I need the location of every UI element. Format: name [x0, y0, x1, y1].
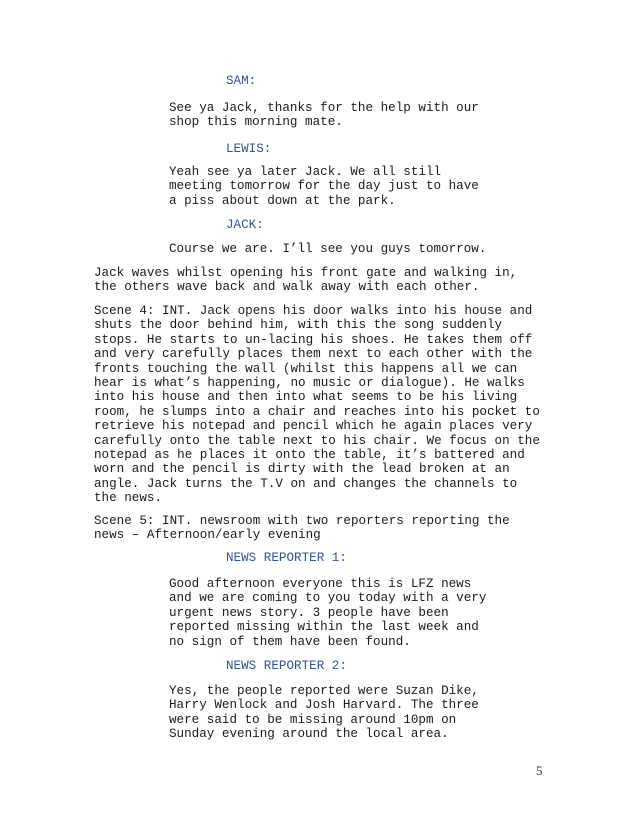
dialogue-jack: Course we are. I’ll see you guys tomorrow. — [169, 242, 487, 256]
dialogue-sam: See ya Jack, thanks for the help with our shop this morning mate. — [169, 101, 479, 130]
character-cue-jack: JACK: — [226, 218, 264, 232]
character-cue-news-reporter-1: NEWS REPORTER 1: — [226, 551, 347, 565]
dialogue-lewis: Yeah see ya later Jack. We all still meeting tomorrow for the day just to have a piss about down at the park. — [169, 165, 479, 208]
dialogue-news-reporter-2: Yes, the people reported were Suzan Dike, Harry Wenlock and Josh Harvard. The three were said to be missing around 10pm on Sunday evening around the local area. — [169, 684, 479, 742]
action-scene-4: Scene 4: INT. Jack opens his door walks into his house and shuts the door behind him, with this the song suddenly stops. He starts to un-lacing his shoes. He takes them off and very carefully places them next to each other with the fronts touching the wall (whilst this happens all we can hear is what’s happening, no music or dialogue). He walks into his house and then into what seems to be his living room, he slumps into a chair and reaches into his pocket to retrieve his notepad and pencil which he again places very carefully onto the table next to his chair. We focus on the notepad as he places it onto the table, it’s battered and worn and the pencil is dirty with the lead broken at an angle. Jack turns the T.V on and changes the channels to the news. — [94, 304, 540, 506]
action-scene-5: Scene 5: INT. newsroom with two reporters reporting the news – Afternoon/early evening — [94, 514, 510, 543]
character-cue-lewis: LEWIS: — [226, 142, 272, 156]
action-jack-waves: Jack waves whilst opening his front gate and walking in, the others wave back and walk away with each other. — [94, 266, 518, 295]
dialogue-news-reporter-1: Good afternoon everyone this is LFZ news and we are coming to you today with a very urgent news story. 3 people have been reported missing within the last week and no sign of them have been found. — [169, 577, 487, 649]
character-cue-news-reporter-2: NEWS REPORTER 2: — [226, 659, 347, 673]
character-cue-sam: SAM: — [226, 74, 257, 88]
page-number: 5 — [536, 763, 543, 778]
